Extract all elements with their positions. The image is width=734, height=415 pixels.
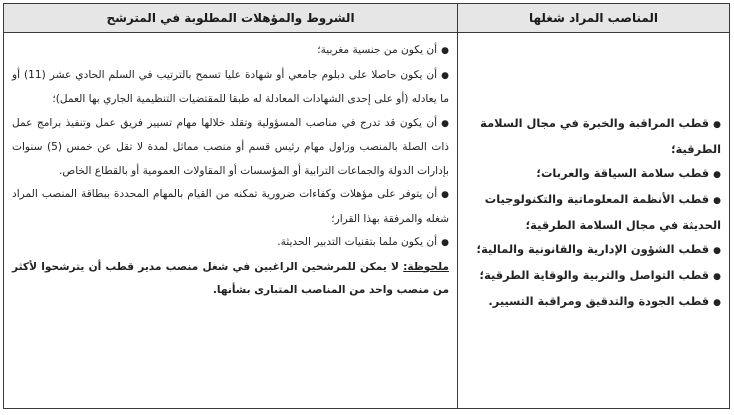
condition-text: أن يكون حاصلا على دبلوم جامعي أو شهادة عليا تسمح بالترتيب في السلم الحادي عشر (11) أو ما يعادله (أو على إحدى الشهادات المعادلة له طبقا للمقتضيات التنظيمية الجاري بها العمل)؛ (12, 68, 449, 105)
bullet-icon: ● (713, 196, 721, 206)
table-body (4, 33, 729, 408)
bullet-icon: ● (441, 46, 449, 56)
condition-item (12, 39, 449, 64)
bullet-icon: ● (713, 272, 721, 282)
bullet-icon: ● (713, 120, 721, 130)
table-header (4, 4, 729, 33)
note (12, 256, 449, 303)
post-text: قطب سلامة السياقة والعربات؛ (536, 166, 710, 180)
posts-column (457, 33, 729, 408)
condition-text: أن يتوفر على مؤهلات وكفاءات ضرورية تمكنه من القيام بالمهام المحددة ببطاقة المنصب المراد شغله والمرفقة بهذا القرار؛ (12, 188, 449, 225)
post-item (464, 161, 721, 187)
post-item (464, 111, 721, 161)
condition-text: أن يكون ملما بتقنيات التدبير الحديثة. (277, 236, 438, 248)
bullet-icon: ● (713, 246, 721, 256)
bullet-icon: ● (441, 190, 449, 200)
condition-item (12, 183, 449, 231)
bullet-icon: ● (441, 118, 449, 129)
post-text: قطب المراقبة والخبرة في مجال السلامة الطرقية؛ (480, 116, 721, 156)
post-item (464, 263, 721, 289)
header-conditions: الشروط والمؤهلات المطلوبة في المترشح (106, 11, 355, 25)
post-text: قطب الشؤون الإدارية والقانونية والمالية؛ (476, 242, 710, 256)
condition-text: أن يكون من جنسية مغربية؛ (317, 44, 438, 56)
post-text: قطب الأنظمة المعلوماتية والتكنولوجيات الحديثة في مجال السلامة الطرقية؛ (484, 192, 721, 232)
condition-text: أن يكون قد تدرج في مناصب المسؤولية وتقلد خلالها مهام تسيير فريق عمل وتنفيذ برامج عمل ذات الصلة بالمنصب وزاول مهام رئيس قسم أو منصب مماثل لمدة لا تقل عن خمس (5) سنوات بإدارات الدولة والجماعات الترابية أو المؤسسات أو المقاولات العمومية أو بالقطاع الخاص. (12, 116, 449, 177)
bullet-icon: ● (713, 298, 721, 308)
bullet-icon: ● (713, 170, 721, 180)
header-posts: المناصب المراد شغلها (457, 4, 729, 32)
note-text: لا يمكن للمرشحين الراغبين في شغل منصب مدير قطب أن يترشحوا لأكثر من منصب واحد من المناصب المتبارى بشأنها. (12, 260, 449, 296)
bullet-icon: ● (441, 238, 449, 248)
bullet-icon: ● (441, 70, 449, 81)
condition-item (12, 112, 449, 184)
post-item (464, 237, 721, 263)
condition-item (12, 64, 449, 112)
condition-item (12, 231, 449, 256)
conditions-column (4, 33, 457, 408)
post-text: قطب الجودة والتدقيق ومراقبة التسيير. (488, 294, 710, 308)
post-text: قطب التواصل والتربية والوقاية الطرقية؛ (479, 268, 710, 282)
post-item (464, 289, 721, 315)
post-item (464, 187, 721, 237)
requirements-table (3, 3, 730, 409)
note-label: ملحوظة: (403, 260, 449, 273)
